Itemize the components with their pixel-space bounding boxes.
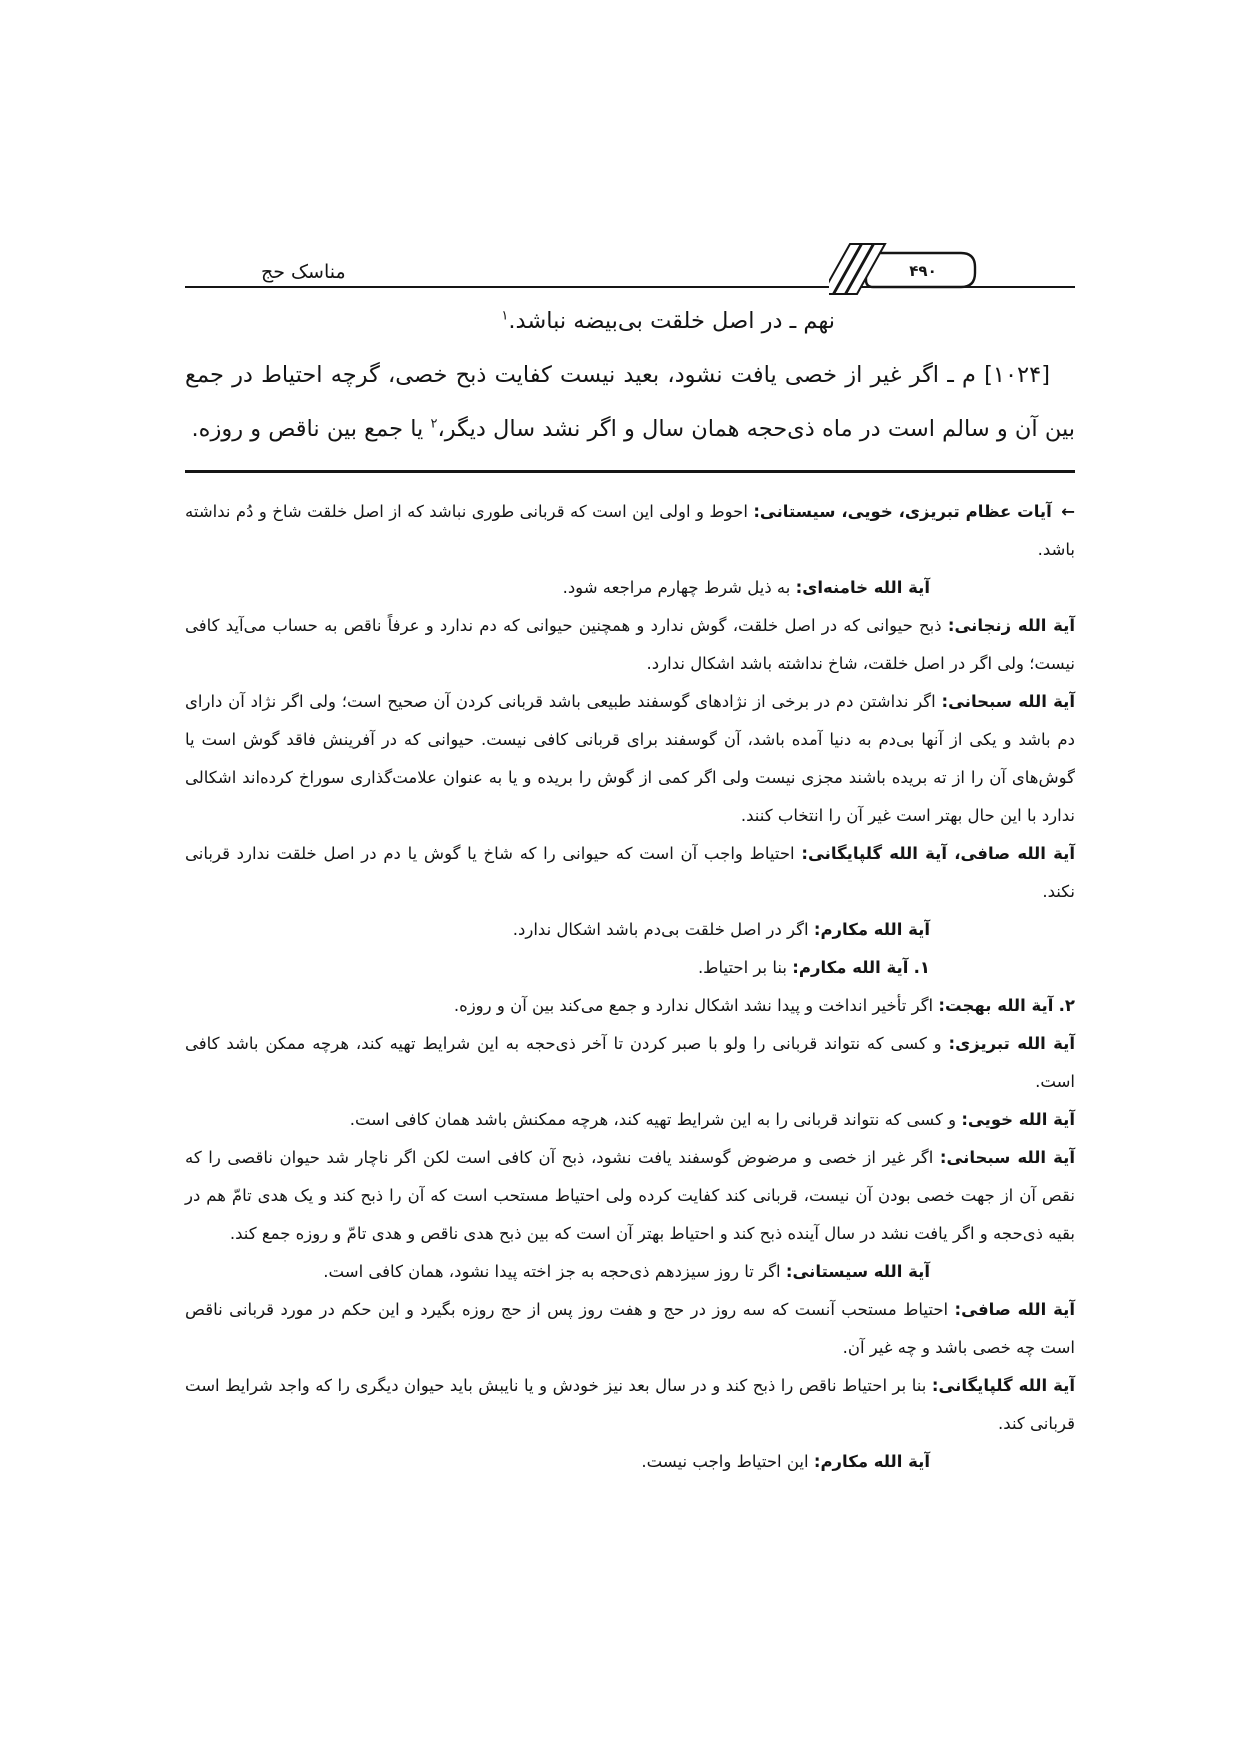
footnote-label: آیة الله صافی، آیة الله گلپایگانی:	[801, 844, 1075, 863]
footnote-ref-2: ۲	[430, 416, 438, 432]
footnote-number: ۲.	[1058, 996, 1075, 1015]
footnote-label: آیة الله سیستانی:	[785, 1262, 930, 1281]
footnotes	[185, 493, 1075, 1481]
footnote-item	[185, 911, 1075, 949]
footnote-label: آیة الله خامنه‌ای:	[795, 578, 930, 597]
footnote-text: اگر تا روز سیزدهم ذی‌حجه به جز اخته پیدا نشود، همان کافی است.	[323, 1262, 781, 1281]
main-body-text: [۱۰۲۴] م ـ اگر غیر از خصی یافت نشود، بعید نیست کفایت ذبح خصی، گرچه احتیاط در جمع بین آن و سالم است در ماه ذی‌حجه همان سال و اگر نشد سال دیگر،	[185, 362, 1075, 442]
footnote-text: اگر غیر از خصی و مرضوض گوسفند یافت نشود، ذبح آن کافی است لکن اگر ناچار شد حیوان ناقصی را که نقص آن از جهت خصی بودن آن نیست، قربانی کند کفایت کرده ولی احتیاط مستحب است که آن را ذبح کند و یک هدی تامّ هم در بقیه ذی‌حجه و اگر یافت نشد در سال آینده ذبح کند و احتیاط بهتر آن است که بین ذبح هدی ناقص و هدی تامّ و روزه جمع کند.	[185, 1148, 1075, 1243]
footnote-label: آیة الله مکارم:	[792, 958, 909, 977]
footnote-label: آیة الله بهجت:	[938, 996, 1054, 1015]
footnote-item	[185, 1025, 1075, 1101]
page-number: ۴۹۰	[909, 262, 937, 280]
main-paragraph	[185, 294, 1075, 348]
footnote-label: آیة الله مکارم:	[813, 920, 930, 939]
footnote-text: اگر نداشتن دم در برخی از نژادهای گوسفند طبیعی باشد قربانی کردن آن صحیح است؛ ولی اگر نژاد آن دارای دم باشد و یکی از آنها بی‌دم به دنیا آمده باشد، آن گوسفند برای قربانی کافی نیست. حیوانی که در آفرینش فاقد گوش است یا گوش‌های آن را از ته بریده باشند مجزی نیست ولی اگر کمی از گوش را بریده و یا به عنوان علامت‌گذاری سوراخ کرده‌اند اشکالی ندارد با این حال بهتر است غیر آن را انتخاب کنند.	[185, 692, 1075, 825]
footnote-item	[185, 683, 1075, 835]
footnote-divider	[185, 470, 1075, 473]
footnote-item	[185, 493, 1075, 569]
footnote-text: احتیاط واجب آن است که حیوانی را که شاخ یا گوش یا دم در اصل خلقت ندارد قربانی نکند.	[185, 844, 1075, 901]
footnote-item	[185, 1139, 1075, 1253]
footnote-item	[185, 1291, 1075, 1367]
footnote-ref-1: ۱	[501, 308, 509, 324]
footnote-text: احوط و اولی این است که قربانی طوری نباشد که از اصل خلقت شاخ و دُم نداشته باشد.	[185, 502, 1075, 559]
footnote-text: و کسی که نتواند قربانی را به این شرایط تهیه کند، هرچه ممکنش باشد همان کافی است.	[349, 1110, 957, 1129]
page-header	[185, 250, 1075, 288]
main-paragraph	[185, 348, 1075, 456]
footnote-label: آیة الله صافی:	[954, 1300, 1076, 1319]
footnote-label: آیة الله تبریزی:	[948, 1034, 1075, 1053]
footnote-number: ۱.	[913, 958, 930, 977]
footnote-item	[185, 1367, 1075, 1443]
footnote-text: ذبح حیوانی که در اصل خلقت، گوش ندارد و همچنین حیوانی که دم ندارد و عرفاً ناقص به حساب می‌آید کافی نیست؛ ولی اگر در اصل خلقت، شاخ نداشته باشد اشکال ندارد.	[185, 616, 1075, 673]
footnote-label: آیة الله مکارم:	[813, 1452, 930, 1471]
footnote-item	[185, 835, 1075, 911]
footnote-item	[185, 607, 1075, 683]
footnote-arrow-icon: ←	[1061, 502, 1075, 521]
footnote-text: اگر در اصل خلقت بی‌دم باشد اشکال ندارد.	[512, 920, 809, 939]
main-body-text-end: یا جمع بین ناقص و روزه.	[191, 416, 424, 442]
footnote-item	[185, 1101, 1075, 1139]
footnote-text: بنا بر احتیاط ناقص را ذبح کند و در سال بعد نیز خودش و یا نایبش باید حیوان دیگری را که واجد شرایط است قربانی کند.	[185, 1376, 1075, 1433]
main-line-text: نهم ـ در اصل خلقت بی‌بیضه نباشد.	[508, 308, 835, 334]
book-title: مناسک حج	[261, 261, 346, 283]
footnote-item	[185, 569, 1075, 607]
main-text	[185, 294, 1075, 456]
page-number-banner	[829, 243, 979, 295]
footnote-item	[185, 1443, 1075, 1481]
footnote-label: آیة الله زنجانی:	[947, 616, 1075, 635]
footnote-item	[185, 949, 1075, 987]
footnote-label: آیة الله سبحانی:	[939, 1148, 1075, 1167]
footnote-text: اگر تأخیر انداخت و پیدا نشد اشکال ندارد و جمع می‌کند بین آن و روزه.	[453, 996, 934, 1015]
page-content	[185, 250, 1075, 1481]
footnote-label: آیة الله گلپایگانی:	[931, 1376, 1076, 1395]
footnote-text: احتیاط مستحب آنست که سه روز در حج و هفت روز پس از حج روزه بگیرد و این حکم در مورد قربانی ناقص است چه خصی باشد و چه غیر آن.	[185, 1300, 1075, 1357]
footnote-label: آیة الله خویی:	[961, 1110, 1075, 1129]
footnote-text: به ذیل شرط چهارم مراجعه شود.	[562, 578, 791, 597]
footnote-text: و کسی که نتواند قربانی را ولو با صبر کردن تا آخر ذی‌حجه به این شرایط تهیه کند، هرچه ممکن باشد کافی است.	[185, 1034, 1075, 1091]
footnote-item	[185, 1253, 1075, 1291]
footnote-item	[185, 987, 1075, 1025]
footnote-text: بنا بر احتیاط.	[697, 958, 787, 977]
footnote-label: آیات عظام تبریزی، خویی، سیستانی:	[753, 502, 1052, 521]
footnote-text: این احتیاط واجب نیست.	[641, 1452, 809, 1471]
footnote-label: آیة الله سبحانی:	[941, 692, 1075, 711]
